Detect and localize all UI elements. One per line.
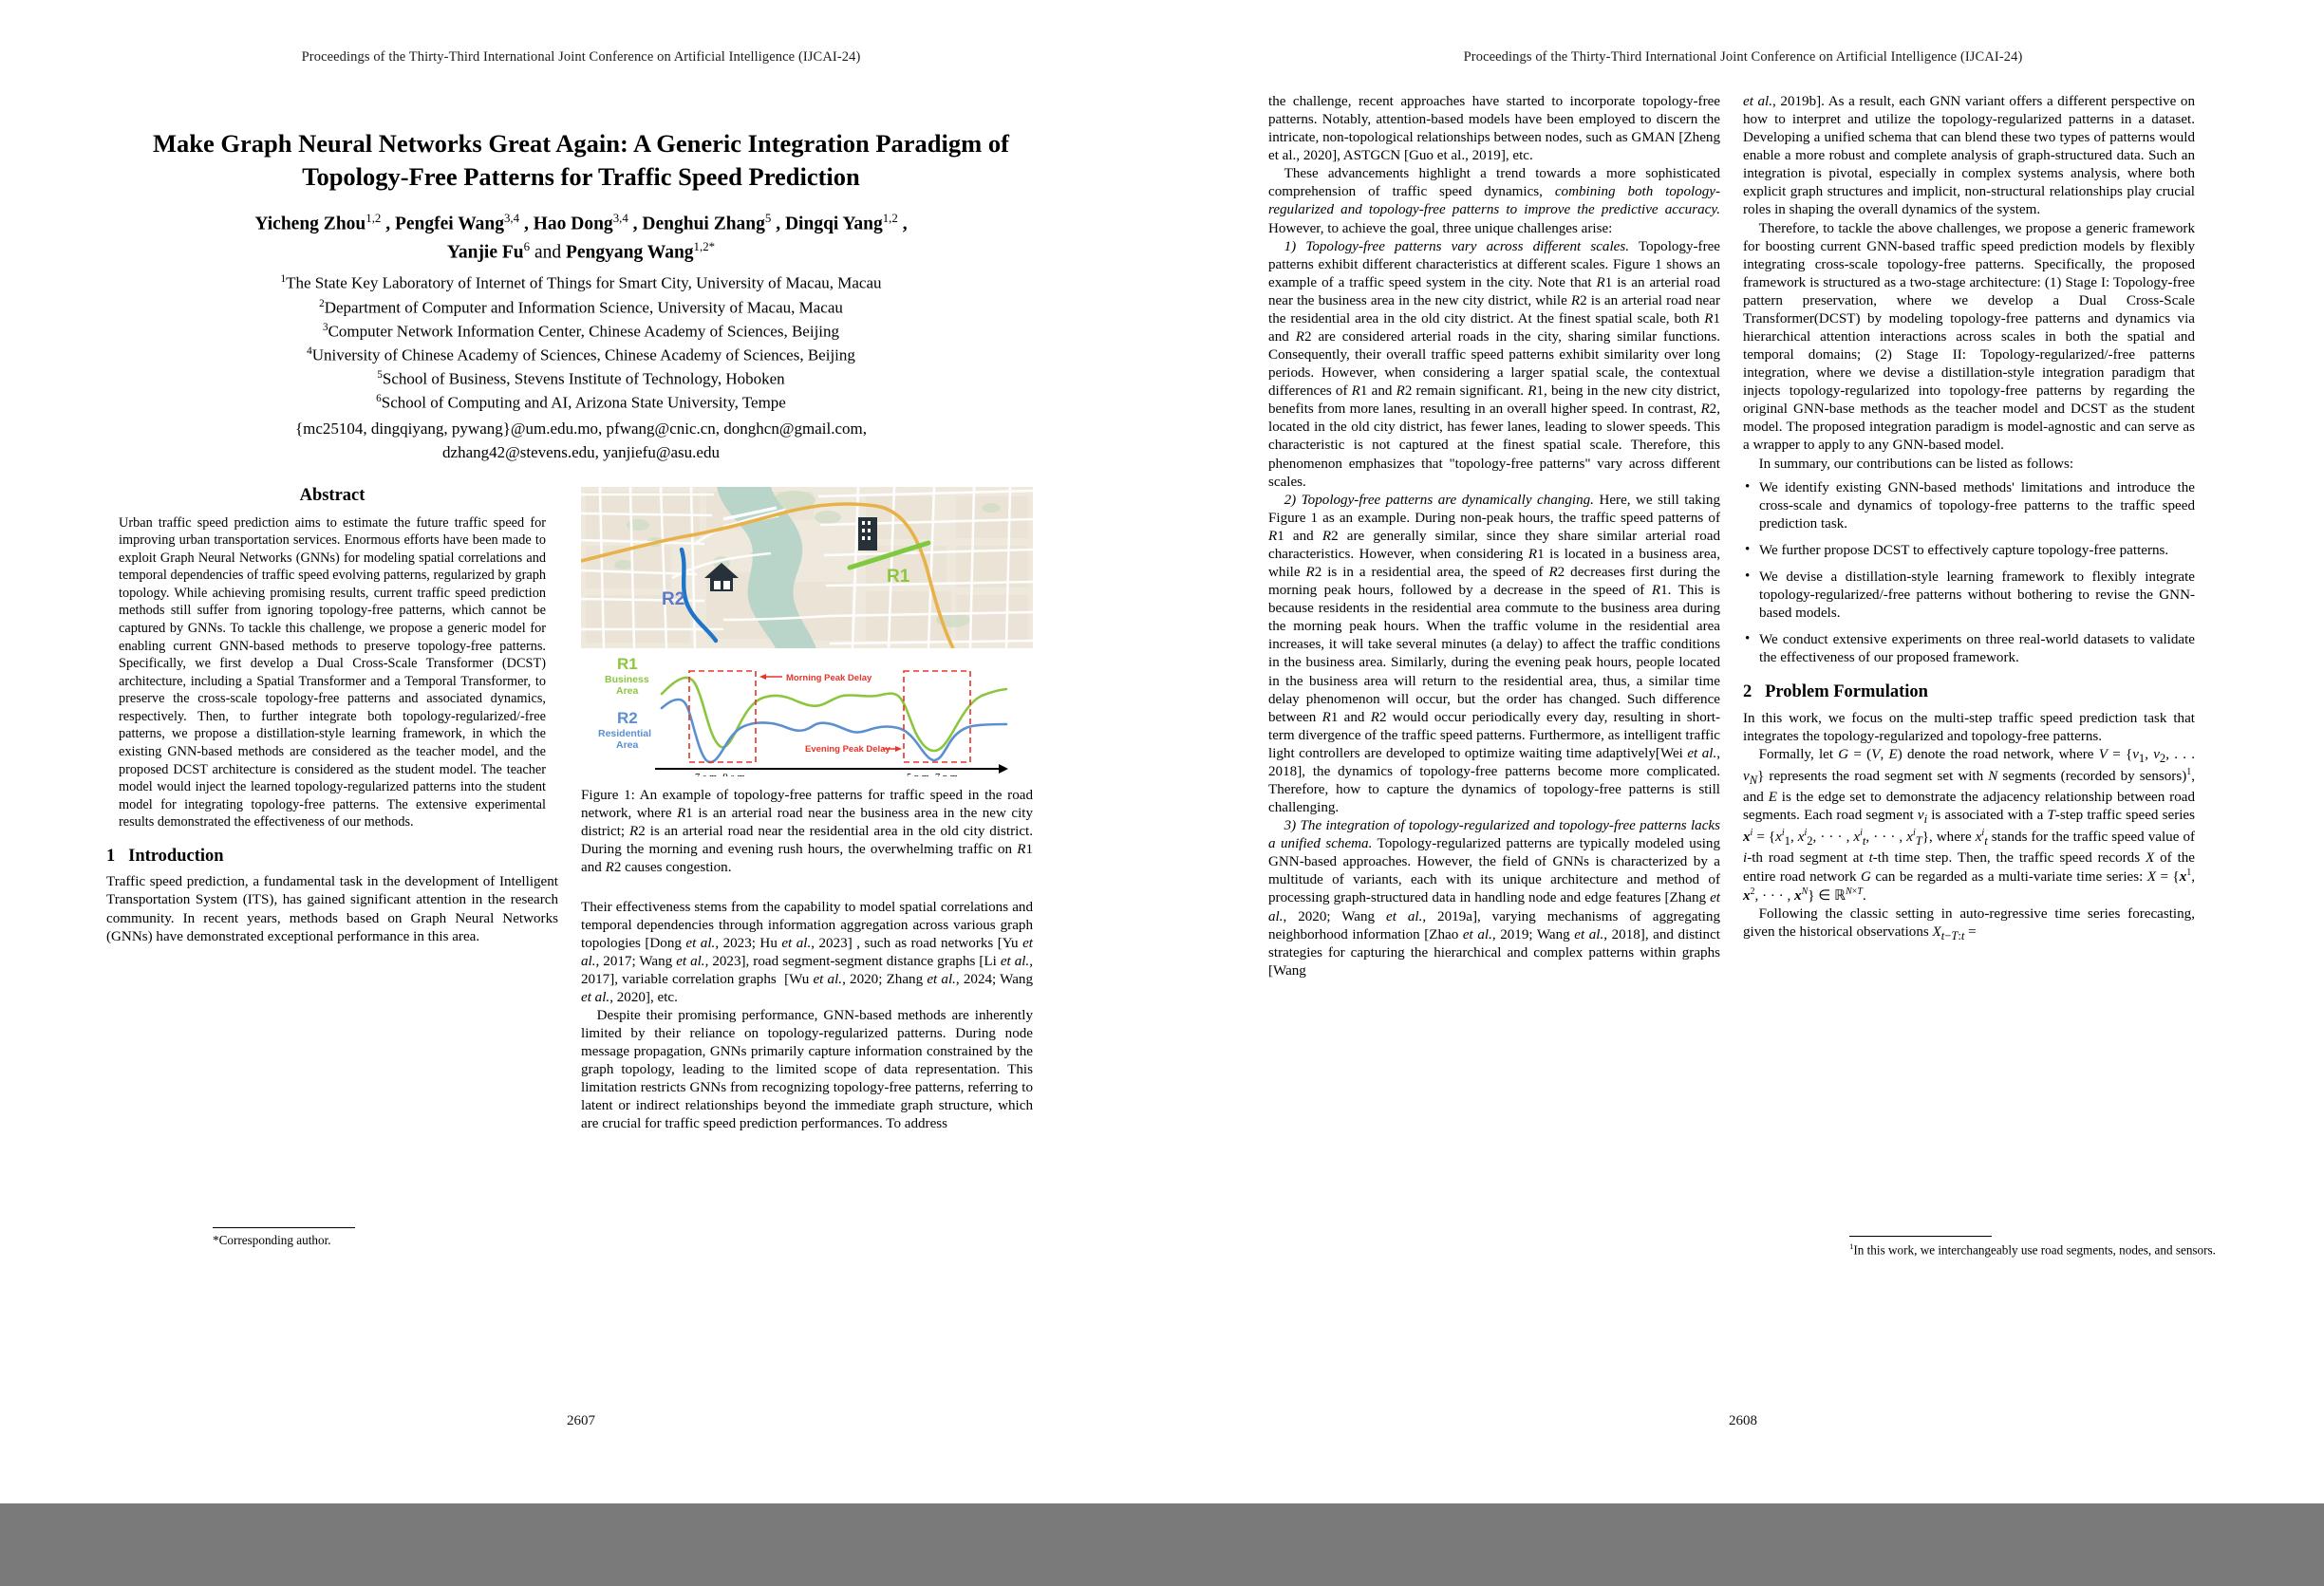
author-line-1: Yicheng Zhou$^{1,2}$ , Pengfei Wang$^{3,4}$ , Hao Dong$^{3,4}$ , Denghui Zhang$^5$ , Dingqi Yang$^{1,2}$ , xyxy=(254,211,908,234)
challenge-3-heading: 3) The integration of topology-regularized and topology-free patterns lacks a unified schema. xyxy=(1268,818,1720,852)
legend-r1-sub2: Area xyxy=(616,685,639,698)
page2-challenge-2 xyxy=(1268,492,1720,817)
footnote-rule-1 xyxy=(213,1227,355,1228)
pf-paragraph-1: In this work, we focus on the multi-step traffic speed prediction task that integrates the topology-regularized and topology-free patterns. xyxy=(1743,710,2195,744)
challenge-1-heading: 1) Topology-free patterns vary across different scales. xyxy=(1284,238,1630,254)
email-line-1: {mc25104, dingqiyang, pywang}@um.edu.mo, pfwang@cnic.cn, donghcn@gmail.com, xyxy=(295,420,867,438)
section-2-number: 2 xyxy=(1743,682,1752,702)
introduction-paragraph: Traffic speed prediction, a fundamental task in the development of Intelligent Transportation System (ITS), has gained significant attention in the research community. In recent years, methods based on Graph Neural Networks (GNNs) have demonstrated exceptional performance in this area. xyxy=(106,874,558,944)
figure-1-graphic xyxy=(581,487,1033,782)
author-list xyxy=(106,210,1056,267)
affiliation-6: $^6$School of Computing and AI, Arizona State University, Tempe xyxy=(376,393,786,412)
page2-challenge-1 xyxy=(1268,238,1720,492)
page-2-column-right xyxy=(1743,93,2216,1346)
page-1-body xyxy=(106,93,1056,1390)
footnote-2-text: In this work, we interchangeably use road segments, nodes, and sensors. xyxy=(1853,1242,2216,1258)
email-list xyxy=(106,418,1056,464)
figure-chart xyxy=(581,648,1033,782)
page-header-2: Proceedings of the Thirty-Third International Joint Conference on Artificial Intelligence (IJCAI-24) xyxy=(1463,49,2023,65)
page1-col2-paragraph-1: Their effectiveness stems from the capability to model spatial correlations and temporal dependencies through information aggregation across various graph topologies [Dong et al., 2023; Hu et al., 2023] , such as road networks [Yu et al., 2017; Wang et al., 2023], road segment-segment distance graphs [Li et al., 2017], variable correlation graphs [Wu et al., 2020; Zhang et al., 2024; Wang et al., 2020], etc. xyxy=(581,899,1033,1005)
section-heading-introduction xyxy=(106,846,558,868)
section-1-title: Introduction xyxy=(128,846,224,866)
page-number-2: 2608 xyxy=(1729,1413,1757,1428)
figure-map xyxy=(581,487,1033,648)
footnote-2: $^1$In this work, we interchangeably use road segments, nodes, and sensors. xyxy=(1849,1241,2216,1258)
challenge-2-body: Here, we still taking Figure 1 as an example. During non-peak hours, the traffic speed patterns of R1 and R2 are generally similar, since they share similar arterial road characteristics. However, when considering R1 is located in a business area, while R2 is in a residential area, the speed of R2 decreases first during the morning peak hours, followed by a decrease in the speed of R1. This is because residents in the residential area commute to the business area during the morning peak hours. When the traffic volume in the residential area increases, it will take several minutes (a delay) to affect the traffic conditions in the business area. Similarly, during the evening peak hours, people located in the business area will return to the residential area, thus, a similar time delay phenomenon will occur, but the order has changed. Such difference between R1 and R2 would occur periodically every day, resulting in short-term divergence of the traffic speed patterns. Furthermore, as intelligent traffic light controllers are developed to optimize waiting time adaptively[Wei et al., 2018], the dynamics of topology-free patterns become more complicated. Therefore, how to capture the dynamics of topology-free patterns is still challenging. xyxy=(1268,492,1721,816)
page2-col2-paragraph-1: et al., 2019b]. As a result, each GNN variant offers a different perspective on how to interpret and utilize the topology-regularized patterns in a dataset. Developing a unified schema that can blend these two types of patterns would enable a more robust and complete analysis of graph-structured data. Such an integration is pivotal, especially in complex systems analysis, where both explicit graph structures and implicit, non-structural relationships play crucial roles in shaping the overall dynamics of the system. xyxy=(1743,94,2196,218)
affiliation-4: $^4$University of Chinese Academy of Sciences, Chinese Academy of Sciences, Beijing xyxy=(307,345,855,364)
figure-1-caption-text: An example of topology-free patterns for traffic speed in the road network, where R1 is an arterial road near the business area in the new city district; R2 is an arterial road near the residential area in the old city district. During the morning and evening rush hours, the overwhelming traffic on R1 and R2 causes congestion. xyxy=(581,788,1034,876)
abstract-text: Urban traffic speed prediction aims to estimate the future traffic speed for improving urban transportation services. Enormous efforts have been made to exploit Graph Neural Networks (GNNs) for modeling spatial correlations and temporal dependencies of traffic speed evolving patterns, regularized by graph topology. While achieving promising results, current traffic speed prediction methods still suffer from ignoring topology-free patterns, which cannot be captured by GNNs. To tackle this challenge, we propose a generic model for enabling current GNN-based methods to preserve topology-free patterns. Specifically, we first develop a Dual Cross-Scale Transformer (DCST) architecture, including a Spatial Transformer and a Temporal Transformer, to preserve the cross-scale topology-free patterns and associated dynamics, respectively. Then, to further integrate both topology-regularized/-free patterns, we propose a distillation-style learning framework, in which the existing GNN-based methods are considered as the teacher model, and the proposed DCST architecture is considered as the student model. The teacher model would inject the learned topology-regularized patterns into the student model for integrating topology-free patterns. The extensive experimental results demonstrated the effectiveness of our methods. xyxy=(119,514,546,830)
page-2-columns xyxy=(1268,93,2218,1346)
legend-r2-name: R2 xyxy=(617,709,638,728)
page2-challenge-3 xyxy=(1268,817,1720,980)
pf-paragraph-2: Formally, let G = (V, E) denote the road network, where $V = \{v_1$, $v_2$, . . . $v_N$} represents the road segment set with N segments (recorded by sensors)$^1$, and E is the edge set to demonstrate the adjacency relationship between road segments. Each road segment $v_i$ is associated with a T-step traffic speed series $x^i = \{x^i_1$, $x^i_2$, · · · , $x^i_t$, · · · , $x^i_T$}, where $x^i_t$ stands for the traffic speed value of i-th road segment at t-th time step. Then, the traffic speed records X of the entire road network G can be regarded as a multi-variate time series: $X = \{x^1$, $x^2$, · · · , $x^N$} ∈ ℝ$^{N\times T}$. xyxy=(1743,746,2196,904)
pf-paragraph-3: Following the classic setting in auto-regressive time series forecasting, given the historical observations $X_{t-T:t}$ = xyxy=(1743,906,2195,943)
figure-1-caption xyxy=(581,787,1033,877)
contribution-item-2: • We further propose DCST to effectively capture topology-free patterns. xyxy=(1759,542,2195,560)
page-2-column-left xyxy=(1268,93,1720,1346)
legend-r2-sub1: Residential xyxy=(598,728,652,740)
contribution-list xyxy=(1743,479,2195,668)
affiliation-1: $^1$The State Key Laboratory of Internet of Things for Smart City, University of Macau, Macau xyxy=(280,273,882,293)
annotation-morning-label: Morning Peak Delay xyxy=(786,673,872,684)
footnote-rule-2 xyxy=(1849,1236,1992,1237)
chart-tick-morning: 7 a.m.-9 a.m. xyxy=(695,773,748,782)
figure-1 xyxy=(581,487,1033,877)
affiliation-3: $^3$Computer Network Information Center, Chinese Academy of Sciences, Beijing xyxy=(322,321,840,341)
email-line-2: dzhang42@stevens.edu, yanjiefu@asu.edu xyxy=(442,442,720,461)
section-heading-problem-formulation xyxy=(1743,681,2195,703)
page-header-1: Proceedings of the Thirty-Third International Joint Conference on Artificial Intelligence (IJCAI-24) xyxy=(301,49,861,65)
legend-r1-name: R1 xyxy=(617,655,638,674)
page2-col1-paragraph-2: These advancements highlight a trend towards a more sophisticated comprehension of traffic speed dynamics, combining both topology-regularized and topology-free patterns to improve the predictive accuracy. However, to achieve the goal, three unique challenges arise: xyxy=(1268,166,1721,236)
footnote-1: *Corresponding author. xyxy=(213,1233,331,1248)
section-1-number: 1 xyxy=(106,846,116,866)
affiliation-list xyxy=(106,271,1056,415)
legend-r2-sub2: Area xyxy=(616,739,639,752)
author-line-2: Yanjie Fu$^6$ and Pengyang Wang$^{1,2*}$ xyxy=(446,239,716,263)
map-label-r1: R1 xyxy=(887,567,910,588)
page2-col2-paragraph-3: In summary, our contributions can be listed as follows: xyxy=(1758,456,2074,472)
map-svg xyxy=(581,487,1033,648)
challenge-3-body: Topology-regularized patterns are typically modeled using GNN-based approaches. However, the field of GNNs is characterized by a multitude of variants, each with its unique architecture and method of processing graph-structured data in handling node and edge features [Zhang et al., 2020; Wang et al., 2019a], varying mechanisms of aggregating neighborhood information [Zhao et al., 2019; Wang et al., 2018], and distinct strategies for capturing the hierarchical and complex patterns within graphs [Wang xyxy=(1268,836,1720,979)
map-label-r2: R2 xyxy=(662,589,685,610)
contribution-item-4: • We conduct extensive experiments on three real-world datasets to validate the effectiveness of our proposed framework. xyxy=(1759,631,2195,667)
affiliation-2: $^2$Department of Computer and Information Science, University of Macau, Macau xyxy=(319,297,843,317)
chart-tick-evening: 5 p.m.-7 p.m. xyxy=(907,773,961,782)
page-1 xyxy=(0,0,1162,1503)
contribution-item-3: • We devise a distillation-style learning framework to flexibly integrate topology-regularized/-free patterns without bothering to revise the GNN-based models. xyxy=(1759,569,2195,623)
page2-col1-paragraph-1: the challenge, recent approaches have started to incorporate topology-free patterns. Notably, attention-based models have been employed to discern the intricate, non-topological relationships between nodes, such as GMAN [Zheng et al., 2020], ASTGCN [Guo et al., 2019], etc. xyxy=(1268,94,1720,164)
title-block xyxy=(106,127,1056,464)
page-number-1: 2607 xyxy=(567,1413,595,1428)
figure-1-caption-label: Figure 1: xyxy=(581,788,635,804)
challenge-1-body: Topology-free patterns exhibit different characteristics at different scales. Figure 1 shows an example of a traffic speed system in the city. Note that R1 is an arterial road near the business area in the new city district, while R2 is an arterial road near the residential area in the old city district. At the finest spatial scale, both R1 and R2 are considered arterial roads in the city, sharing similar functions. Consequently, their overall traffic speed patterns exhibit similarity over long periods. However, when considering a larger spatial scale, the contextual differences of R1 and R2 remain significant. R1, being in the new city district, benefits from more lanes, resulting in an overall higher speed. In contrast, R2, located in the old city district, has fewer lanes, leading to slower speeds. This characteristic is not captured at the finest spatial scale. Therefore, this phenomenon emphasizes that "topology-free patterns" vary across different scales. xyxy=(1268,238,1721,490)
page2-col2-paragraph-2: Therefore, to tackle the above challenges, we propose a generic framework for boosting current GNN-based traffic speed prediction models by flexibly integrating cross-scale topology-free patterns. Specifically, the proposed framework is structured as a two-stage architecture: (1) Stage I: Topology-free pattern preservation, where we develop a Dual Cross-Scale Transformer(DCST) by modeling topology-free patterns and dynamics via hierarchical attention interactions across scales in both the spatial and temporal domains; (2) Stage II: Topology-regularized/-free patterns integration, where we devise a distillation-style integration paradigm that injects topology-regularized into topology-free patterns by regarding the original GNN-base methods as the teacher model and DCST as the student model. The proposed integration paradigm is model-agnostic and can serve as a wrapper to apply to any GNN-based model. xyxy=(1743,220,2195,454)
challenge-2-heading: 2) Topology-free patterns are dynamically changing. xyxy=(1284,492,1594,508)
affiliation-5: $^5$School of Business, Stevens Institute of Technology, Hoboken xyxy=(377,368,785,388)
section-2-title: Problem Formulation xyxy=(1765,682,1928,702)
page1-col2-paragraph-2: Despite their promising performance, GNN-based methods are inherently limited by their reliance on topology-regularized patterns. During node message propagation, GNNs primarily capture information constrained by the graph topology, leading to the limited scope of data representation. This limitation restricts GNNs from recognizing topology-free patterns, referring to latent or indirect relationships beyond the immediate graph structure, which are crucial for traffic speed prediction performances. To address xyxy=(581,1008,1033,1132)
chart-annotation-evening xyxy=(805,744,902,755)
legend-r1-sub1: Business xyxy=(605,674,649,686)
abstract-heading: Abstract xyxy=(299,486,365,506)
office-building-icon xyxy=(858,517,877,550)
page-2 xyxy=(1162,0,2324,1503)
page-title: Make Graph Neural Networks Great Again: A Generic Integration Paradigm of Topology-Free Patterns for Traffic Speed Prediction xyxy=(153,129,1009,191)
annotation-evening-label: Evening Peak Delay xyxy=(805,744,890,756)
page-2-body xyxy=(1268,93,2218,1390)
abstract-body xyxy=(106,514,558,831)
contribution-item-1: • We identify existing GNN-based methods' limitations and introduce the cross-scale and dynamics of topology-free patterns to the traffic speed prediction task. xyxy=(1759,479,2195,533)
chart-svg xyxy=(581,648,1033,782)
